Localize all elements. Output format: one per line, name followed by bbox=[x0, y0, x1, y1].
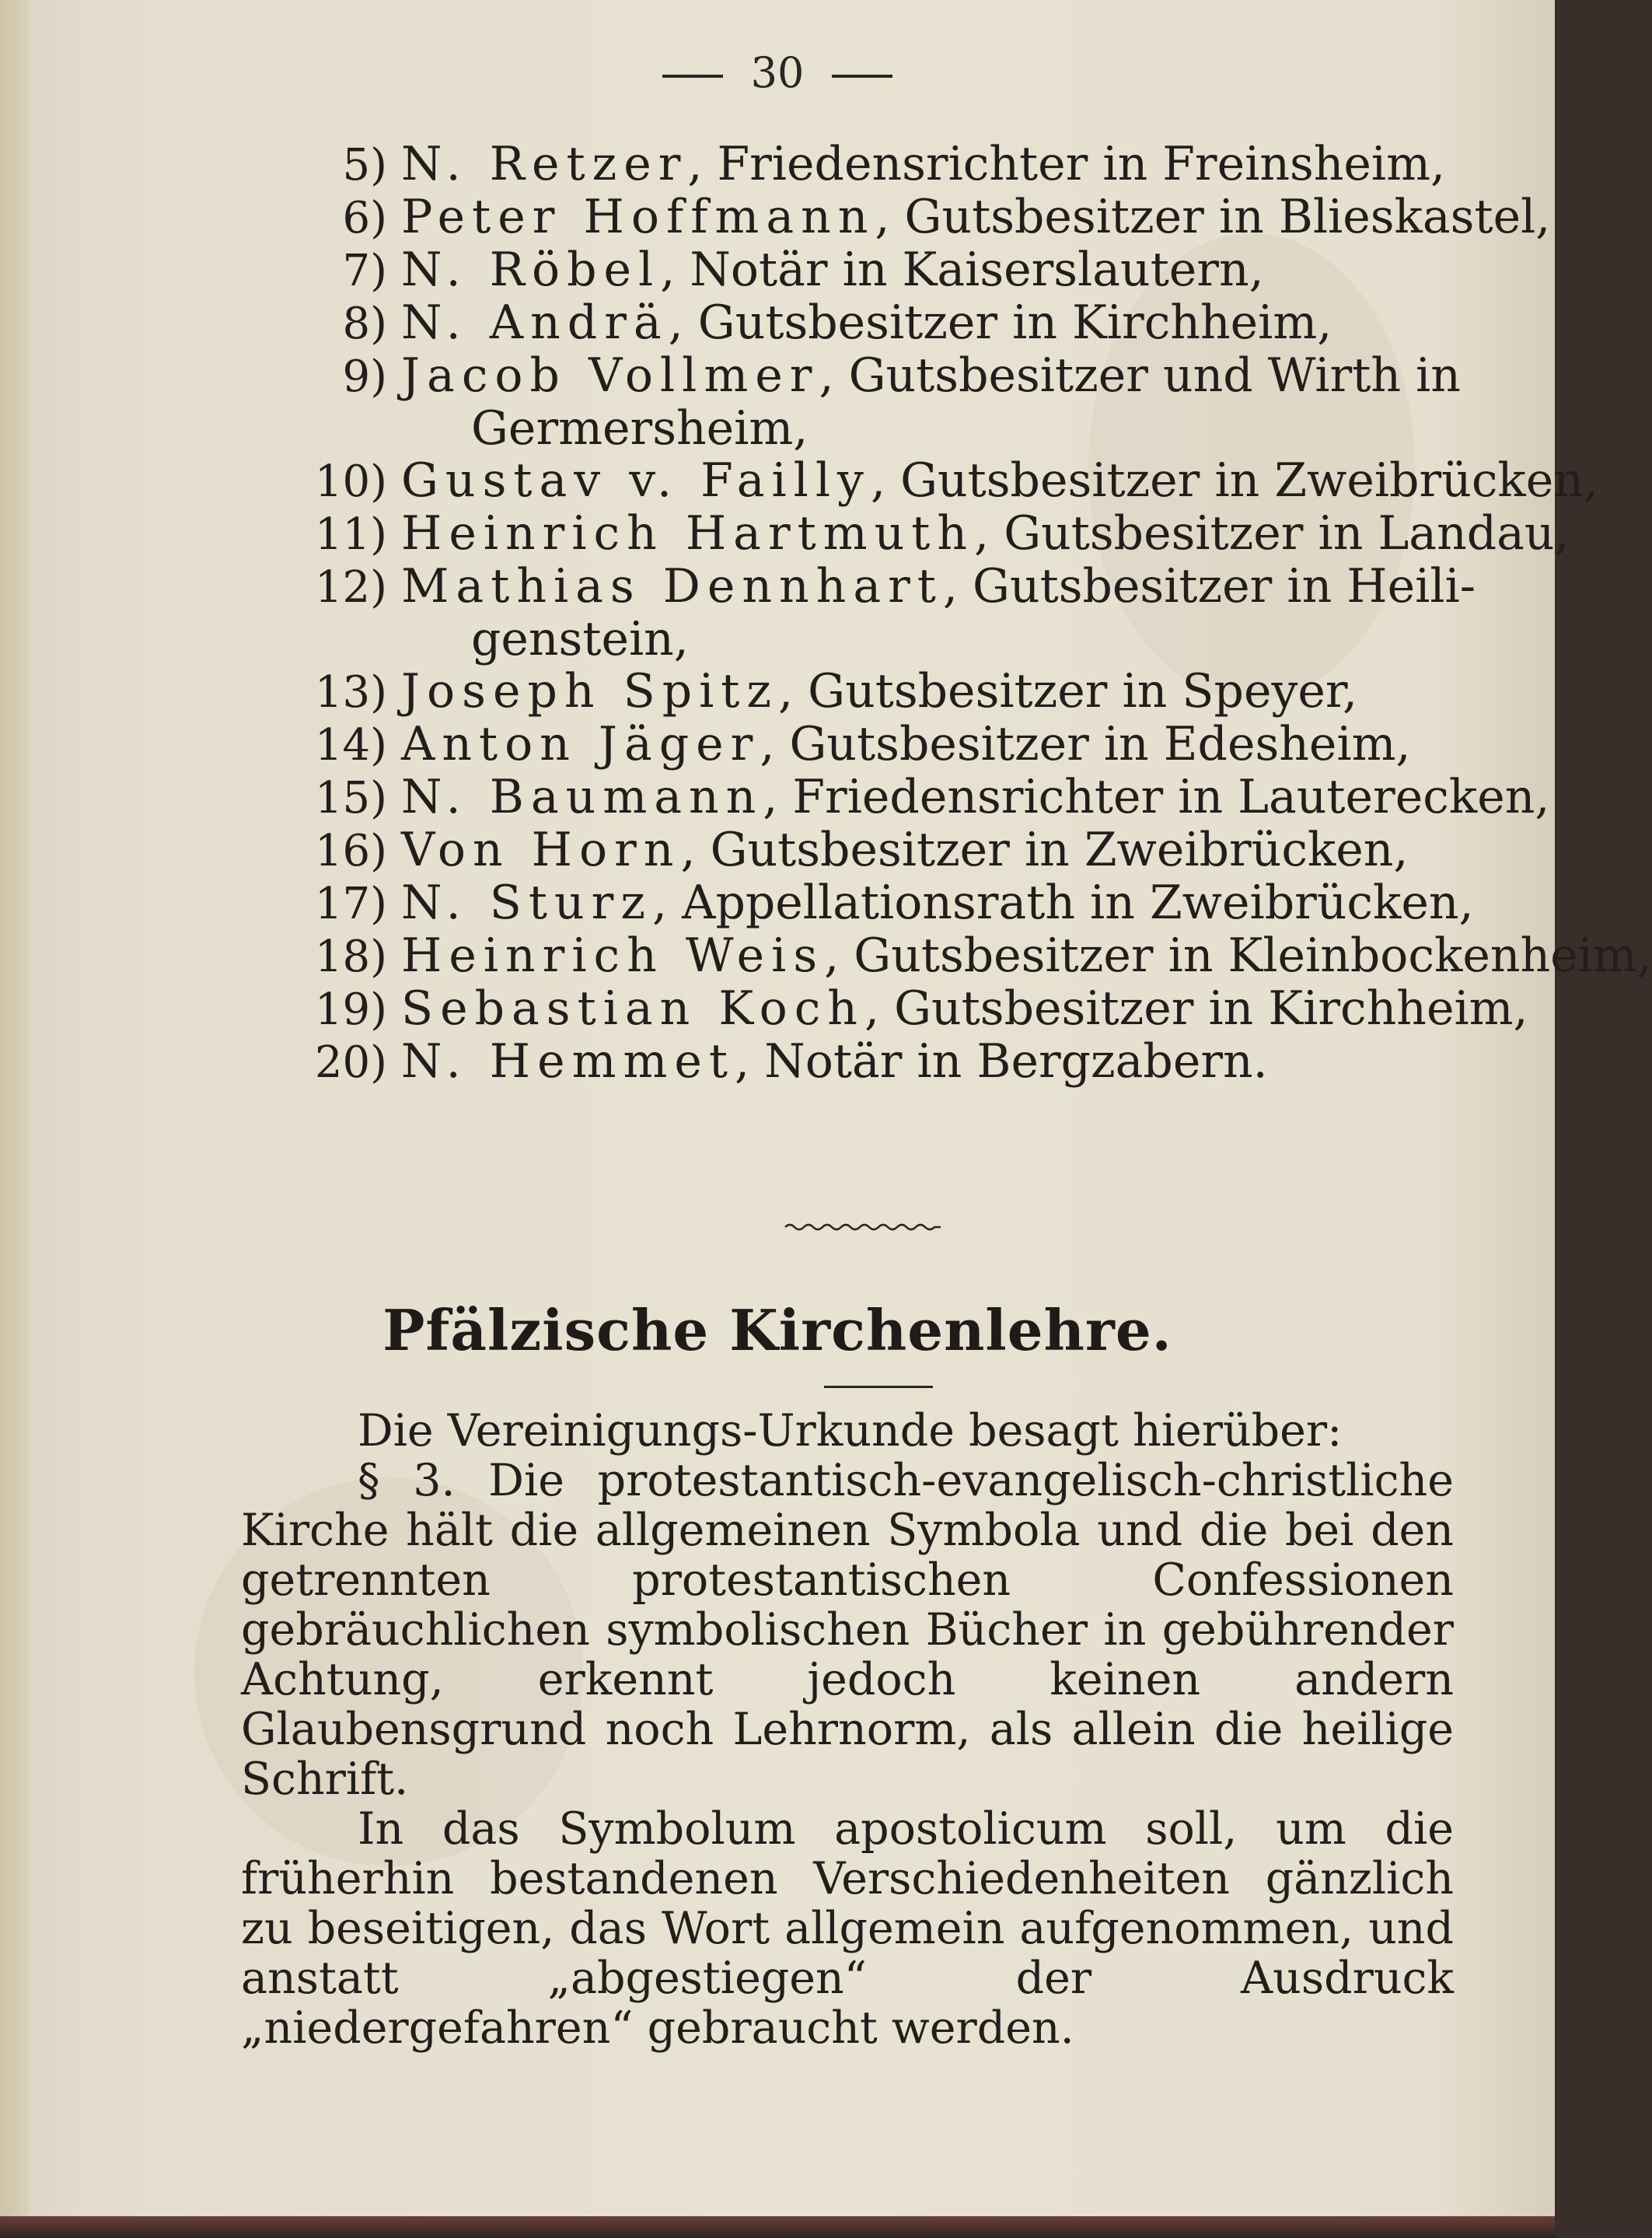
paragraph: In das Symbolum apostolicum soll, um die früherhin bestandenen Verschiedenheiten gänzlich zu beseitigen, das Wort allgemein aufgenommen, und anstatt „abgestiegen“ der Ausdruck „niedergefahren“ gebraucht werden. bbox=[241, 1803, 1454, 2054]
item-details: , Gutsbesitzer in Zweibrücken, bbox=[680, 823, 1409, 877]
list-item bbox=[295, 981, 1528, 1036]
item-details: , Gutsbesitzer und Wirth in bbox=[819, 348, 1461, 403]
list-item-continuation: genstein, bbox=[471, 612, 689, 666]
item-name: N. Baumann bbox=[401, 770, 763, 824]
item-details: , Gutsbesitzer in Kirchheim, bbox=[668, 295, 1332, 350]
header-dash-left bbox=[662, 75, 723, 78]
body-text bbox=[241, 1406, 1454, 2053]
decorative-wavy-rule bbox=[785, 1221, 941, 1233]
item-number: 5) bbox=[342, 140, 387, 191]
item-name: N. Retzer bbox=[401, 137, 688, 191]
item-details: , Notär in Bergzabern. bbox=[735, 1034, 1268, 1089]
item-name: Mathias Dennhart bbox=[401, 559, 943, 614]
item-number: 11) bbox=[314, 509, 387, 560]
item-number: 15) bbox=[314, 773, 387, 824]
item-name: Jacob Vollmer bbox=[401, 348, 819, 403]
item-number: 17) bbox=[314, 879, 387, 929]
item-name: Heinrich Weis bbox=[401, 928, 825, 983]
header-dash-right bbox=[832, 75, 892, 78]
list-item bbox=[295, 506, 1570, 561]
section-title: Pfälzische Kirchenlehre. bbox=[382, 1297, 1172, 1363]
book-cover-edge bbox=[0, 2216, 1555, 2238]
item-details: , Gutsbesitzer in Landau, bbox=[974, 506, 1570, 561]
page-spine bbox=[0, 0, 28, 2216]
paragraph: Die Vereinigungs-Urkunde besagt hierüber: bbox=[358, 1405, 1343, 1456]
item-name: N. Röbel bbox=[401, 243, 661, 297]
list-item bbox=[295, 453, 1599, 508]
item-number: 6) bbox=[342, 193, 387, 243]
item-number: 14) bbox=[314, 720, 387, 771]
item-details: , Gutsbesitzer in Edesheim, bbox=[760, 717, 1411, 771]
list-item bbox=[295, 928, 1652, 983]
list-item bbox=[295, 138, 1462, 191]
item-number: 12) bbox=[314, 562, 387, 613]
list-item bbox=[295, 876, 1474, 930]
item-name: Von Horn bbox=[401, 823, 681, 877]
list-item bbox=[295, 559, 1476, 614]
list-item bbox=[295, 244, 1462, 297]
item-details: , Gutsbesitzer in Kirchheim, bbox=[864, 981, 1528, 1036]
item-number: 10) bbox=[314, 456, 387, 507]
item-name: Peter Hoffmann bbox=[401, 190, 875, 244]
list-item bbox=[295, 190, 1551, 244]
member-list bbox=[295, 137, 1652, 1089]
item-number: 8) bbox=[342, 299, 387, 349]
page-number: 30 bbox=[750, 48, 805, 97]
list-item bbox=[295, 719, 1462, 771]
item-name: Joseph Spitz bbox=[401, 664, 779, 719]
item-details: , Gutsbesitzer in Kleinbockenheim, bbox=[824, 928, 1652, 983]
item-number: 16) bbox=[314, 826, 387, 876]
item-number: 19) bbox=[314, 984, 387, 1035]
item-name: N. Sturz bbox=[401, 876, 652, 930]
item-number: 18) bbox=[314, 932, 387, 982]
list-item bbox=[295, 824, 1462, 877]
item-name: Heinrich Hartmuth bbox=[401, 506, 975, 561]
title-underline bbox=[824, 1386, 933, 1388]
list-item bbox=[295, 350, 1462, 403]
item-details: , Notär in Kaiserslautern, bbox=[660, 243, 1264, 297]
item-details: , Appellationsrath in Zweibrücken, bbox=[651, 876, 1474, 930]
item-name: N. Hemmet bbox=[401, 1034, 735, 1089]
item-number: 20) bbox=[314, 1037, 387, 1088]
page-header bbox=[0, 48, 1555, 97]
item-details: , Friedensrichter in Freinsheim, bbox=[687, 137, 1446, 191]
item-name: Gustav v. Failly bbox=[401, 453, 871, 508]
item-name: N. Andrä bbox=[401, 295, 669, 350]
item-number: 13) bbox=[314, 667, 387, 718]
item-number: 9) bbox=[342, 351, 387, 402]
list-item bbox=[295, 770, 1550, 824]
item-name: Sebastian Koch bbox=[401, 981, 864, 1036]
item-details: , Friedensrichter in Lauterecken, bbox=[763, 770, 1550, 824]
item-number: 7) bbox=[342, 246, 387, 296]
list-item bbox=[295, 1036, 1462, 1089]
item-details: , Gutsbesitzer in Heili- bbox=[942, 559, 1476, 614]
item-name: Anton Jäger bbox=[401, 717, 760, 771]
list-item bbox=[295, 666, 1462, 719]
paragraph: § 3. Die protestantisch-evangelisch-christliche Kirche hält die allgemeinen Symbola und die bei den getrennten protestantischen Confessionen gebräuchlichen symbolischen Bücher in gebührender Achtung, erkennt jedoch keinen andern Glaubensgrund noch Lehrnorm, als allein die heilige Schrift. bbox=[241, 1455, 1454, 1805]
item-details: , Gutsbesitzer in Speyer, bbox=[778, 664, 1358, 719]
list-item bbox=[295, 297, 1462, 350]
item-details: , Gutsbesitzer in Blieskastel, bbox=[875, 190, 1551, 244]
list-item-continuation: Germersheim, bbox=[471, 401, 809, 456]
item-details: , Gutsbesitzer in Zweibrücken, bbox=[870, 453, 1599, 508]
